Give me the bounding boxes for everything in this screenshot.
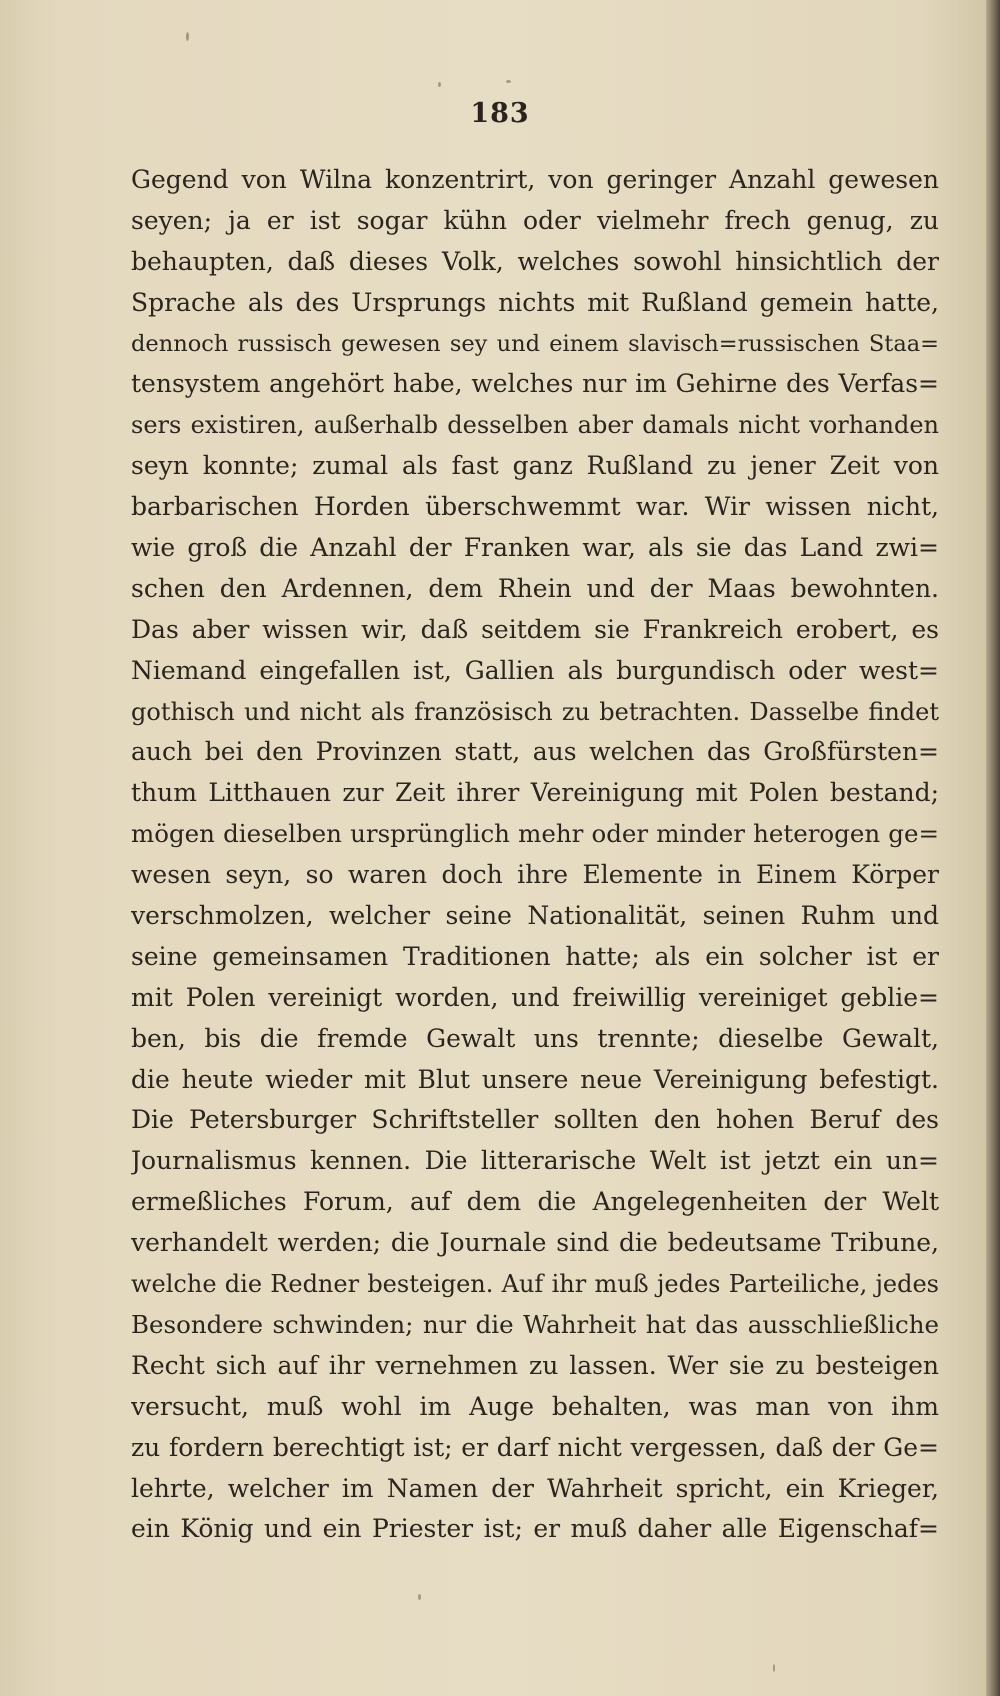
ink-speck (438, 82, 441, 87)
text-line: seyen; ja er ist sogar kühn oder vielmehr frech genug, zu (131, 205, 939, 235)
text-line: seine gemeinsamen Traditionen hatte; als ein solcher ist er (131, 941, 939, 971)
text-line: wesen seyn, so waren doch ihre Elemente in Einem Körper (131, 860, 939, 890)
text-line: seyn konnte; zumal als fast ganz Rußland zu jener Zeit von (131, 451, 939, 481)
text-line: barbarischen Horden überschwemmt war. Wir wissen nicht, (131, 492, 939, 522)
text-line: mit Polen vereinigt worden, und freiwillig vereiniget geblie= (131, 982, 939, 1012)
text-line: wie groß die Anzahl der Franken war, als sie das Land zwi= (131, 533, 939, 563)
text-line: gothisch und nicht als französisch zu betrachten. Dasselbe findet (131, 697, 939, 726)
text-line: ermeßliches Forum, auf dem die Angelegenheiten der Welt (131, 1187, 939, 1217)
ink-speck (773, 1664, 775, 1672)
text-line: verschmolzen, welcher seine Nationalität, seinen Ruhm und (131, 901, 939, 931)
text-line: behaupten, daß dieses Volk, welches sowohl hinsichtlich der (131, 246, 939, 276)
text-line: verhandelt werden; die Journale sind die bedeutsame Tribune, (131, 1228, 939, 1258)
text-line: zu fordern berechtigt ist; er darf nicht vergessen, daß der Ge= (131, 1432, 939, 1462)
text-line: Das aber wissen wir, daß seitdem sie Frankreich erobert, es (131, 614, 939, 644)
text-line: ein König und ein Priester ist; er muß daher alle Eigenschaf= (131, 1514, 939, 1544)
text-line: sers existiren, außerhalb desselben aber damals nicht vorhanden (131, 411, 939, 440)
body-text (131, 160, 939, 1550)
page-number: 183 (470, 98, 530, 129)
page-edge-shadow (986, 0, 1000, 1696)
text-line: thum Litthauen zur Zeit ihrer Vereinigung mit Polen bestand; (131, 778, 939, 808)
text-line: Recht sich auf ihr vernehmen zu lassen. Wer sie zu besteigen (131, 1350, 939, 1380)
text-line: Besondere schwinden; nur die Wahrheit hat das ausschließliche (131, 1309, 939, 1339)
text-line: Gegend von Wilna konzentrirt, von geringer Anzahl gewesen (131, 165, 939, 194)
text-line: mögen dieselben ursprünglich mehr oder minder heterogen ge= (131, 819, 939, 849)
text-line: auch bei den Provinzen statt, aus welchen das Großfürsten= (131, 737, 939, 767)
ink-speck (506, 80, 511, 83)
text-line: lehrte, welcher im Namen der Wahrheit spricht, ein Krieger, (131, 1473, 939, 1503)
text-line: Journalismus kennen. Die litterarische Welt ist jetzt ein un= (131, 1146, 939, 1176)
text-line: tensystem angehört habe, welches nur im Gehirne des Verfas= (131, 369, 939, 399)
text-line: Sprache als des Ursprungs nichts mit Rußland gemein hatte, (131, 287, 939, 317)
text-line: Die Petersburger Schriftsteller sollten den hohen Beruf des (131, 1105, 939, 1135)
text-line: schen den Ardennen, dem Rhein und der Maas bewohnten. (131, 573, 939, 603)
text-line: ben, bis die fremde Gewalt uns trennte; dieselbe Gewalt, (131, 1023, 939, 1053)
text-line: die heute wieder mit Blut unsere neue Vereinigung befestigt. (131, 1064, 939, 1094)
ink-speck (186, 32, 189, 41)
text-line: Niemand eingefallen ist, Gallien als burgundisch oder west= (131, 655, 939, 685)
text-line: versucht, muß wohl im Auge behalten, was man von ihm (131, 1391, 939, 1421)
ink-speck (418, 1594, 421, 1600)
text-line: dennoch russisch gewesen sey und einem slavisch=russischen Staa= (131, 330, 939, 357)
text-line: welche die Redner besteigen. Auf ihr muß jedes Parteiliche, jedes (131, 1270, 939, 1299)
